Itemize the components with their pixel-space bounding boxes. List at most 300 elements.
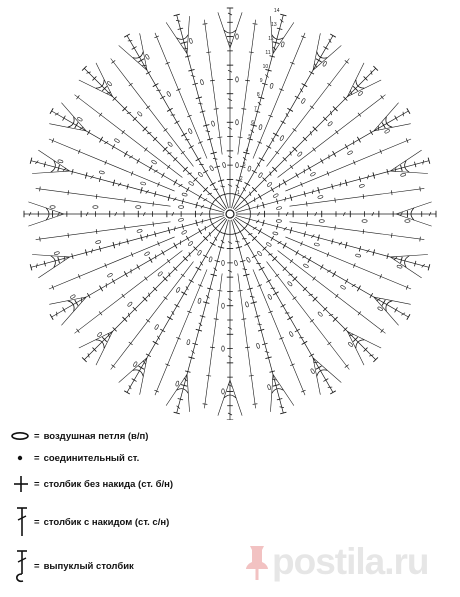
single-crochet-cross	[96, 194, 97, 199]
double-crochet-bar	[259, 267, 265, 270]
secondary-spoke	[49, 237, 175, 289]
fan-stroke	[79, 331, 113, 348]
chain-stitch	[310, 172, 316, 177]
single-crochet-cross	[381, 95, 384, 99]
double-crochet-bar	[198, 194, 201, 200]
single-crochet-cross	[112, 279, 115, 284]
double-crochet-slash	[340, 182, 341, 186]
chain-stitch	[234, 260, 238, 266]
double-crochet-bar	[181, 133, 187, 136]
single-crochet-cross	[129, 83, 133, 86]
double-crochet-slash	[187, 173, 191, 174]
round-number: 14	[273, 8, 280, 15]
double-crochet-bar	[139, 366, 145, 369]
double-crochet-slash	[191, 76, 195, 77]
fan-stroke	[230, 380, 242, 416]
legend-label-post-stitch: выпуклый столбик	[43, 560, 134, 572]
single-crochet-cross	[175, 304, 180, 307]
chain-stitch	[182, 193, 188, 197]
chain-stitch	[397, 265, 403, 269]
chain-stitch	[355, 254, 361, 258]
chain-stitch	[310, 368, 315, 374]
chain-stitch	[245, 302, 249, 308]
chain-stitch	[50, 206, 55, 209]
chain-stitch	[276, 206, 282, 210]
single-crochet-cross	[293, 128, 297, 131]
double-crochet-slash	[243, 269, 247, 270]
chain-stitch	[303, 263, 309, 268]
round-number: 3	[242, 162, 246, 169]
legend-label-slip-stitch: соединительный ст.	[43, 452, 140, 464]
single-crochet-cross	[203, 255, 208, 258]
single-crochet-cross	[87, 130, 90, 135]
chain-stitch	[144, 251, 150, 256]
chain-stitch	[317, 311, 323, 317]
single-crochet-cross	[111, 365, 115, 368]
single-crochet-cross	[211, 201, 214, 206]
chain-stitch	[99, 170, 105, 174]
legend-label-double-crochet: столбик с накидом (ст. с/н)	[43, 516, 170, 528]
single-crochet-cross	[252, 170, 257, 173]
chain-stitch	[137, 229, 143, 233]
double-crochet-slash	[92, 249, 93, 253]
fan-stroke	[28, 214, 64, 226]
round-number: 11	[265, 50, 271, 57]
single-crochet-cross	[391, 190, 392, 195]
chain-stitch	[188, 181, 194, 186]
secondary-spoke	[155, 269, 207, 395]
legend-item-slip-stitch: = соединительный ст.	[10, 446, 139, 470]
single-crochet-cross	[40, 187, 41, 192]
single-crochet-cross	[132, 379, 137, 382]
legend-item-double-crochet: = столбик с накидом (ст. с/н)	[10, 510, 169, 534]
single-crochet-cross	[335, 198, 336, 203]
chain-stitch	[273, 231, 279, 235]
single-crochet-cross	[76, 329, 79, 333]
single-crochet-cross	[281, 121, 286, 124]
chain-stitch	[340, 285, 346, 290]
single-crochet-cross	[363, 194, 364, 199]
chain-stitch	[289, 331, 294, 337]
single-crochet-cross	[218, 137, 223, 138]
double-crochet-bar	[407, 108, 410, 114]
round-number: 13	[271, 22, 277, 29]
fan-stroke	[218, 380, 230, 416]
double-crochet-bar	[273, 292, 279, 295]
single-crochet-cross	[186, 236, 189, 241]
chain-stitch	[362, 220, 367, 223]
double-crochet-bar	[283, 243, 286, 249]
secondary-spoke	[238, 273, 256, 408]
single-crochet-cross	[125, 198, 126, 203]
double-crochet-slash	[36, 264, 37, 268]
double-crochet-bar	[308, 165, 311, 171]
secondary-spoke	[267, 262, 350, 370]
secondary-spoke	[278, 95, 386, 178]
fan-stroke	[32, 171, 70, 173]
single-crochet-cross	[206, 52, 211, 53]
double-crochet-slash	[248, 233, 252, 234]
single-crochet-cross	[249, 375, 254, 376]
double-crochet-slash	[249, 192, 250, 196]
chain-stitch	[209, 257, 213, 263]
single-crochet-cross	[146, 354, 151, 357]
chain-stitch	[175, 381, 179, 387]
chain-stitch	[209, 165, 214, 171]
chain-stitch	[188, 128, 193, 134]
chain-stitch	[136, 206, 141, 209]
single-crochet-cross	[160, 96, 165, 99]
double-crochet-bar	[50, 108, 53, 114]
single-crochet-cross	[320, 159, 323, 164]
single-crochet-cross	[275, 274, 279, 277]
single-crochet-cross	[395, 116, 398, 121]
double-crochet-bar	[153, 83, 159, 86]
secondary-spoke	[204, 20, 222, 155]
double-crochet-slash	[189, 252, 190, 256]
single-crochet-cross	[132, 47, 137, 50]
single-crochet-cross	[189, 280, 194, 283]
legend-item-chain: = воздушная петля (в/п)	[10, 424, 148, 448]
single-crochet-cross	[395, 307, 398, 312]
single-crochet-cross	[345, 365, 349, 368]
double-crochet-bar	[99, 286, 102, 292]
fan-stroke	[38, 257, 69, 278]
single-crochet-cross	[153, 222, 154, 227]
fan-stroke	[347, 331, 364, 365]
chain-stitch	[154, 324, 159, 330]
chain-stitch	[167, 141, 173, 147]
single-crochet-cross	[238, 230, 243, 233]
double-crochet-bar	[330, 34, 336, 37]
secondary-spoke	[289, 188, 424, 206]
round-number: 12	[268, 36, 274, 43]
round-number: 5	[248, 134, 252, 141]
chain-stitch	[301, 98, 306, 104]
single-crochet-cross	[245, 347, 250, 348]
double-crochet-bar	[330, 391, 336, 394]
single-crochet-cross	[162, 250, 165, 255]
double-crochet-icon	[10, 504, 34, 540]
fan-stroke	[166, 374, 187, 405]
secondary-spoke	[253, 269, 305, 395]
chain-stitch	[198, 172, 204, 178]
double-crochet-bar	[316, 366, 322, 369]
chain-stitch	[279, 135, 284, 141]
double-crochet-slash	[147, 234, 148, 238]
single-crochet-cross	[189, 146, 194, 149]
double-crochet-slash	[209, 232, 210, 236]
single-crochet-cross	[246, 201, 249, 206]
fan-stroke	[396, 202, 432, 214]
double-crochet-bar	[258, 194, 261, 200]
chain-stitch	[200, 79, 204, 85]
fan-stroke	[396, 214, 432, 226]
chain-stitch	[257, 251, 263, 257]
single-crochet-cross	[275, 151, 279, 154]
chain-stitch	[384, 129, 390, 134]
double-crochet-slash	[285, 197, 286, 201]
single-crochet-cross	[146, 71, 151, 74]
single-crochet-cross	[144, 277, 147, 281]
chain-stitch	[93, 206, 98, 209]
fan-stroke	[28, 202, 64, 214]
single-crochet-cross	[99, 311, 102, 315]
single-crochet-cross	[144, 148, 147, 152]
single-crochet-cross	[358, 113, 361, 117]
double-crochet-slash	[202, 219, 203, 223]
chain-stitch	[377, 306, 383, 311]
single-crochet-cross	[218, 290, 223, 291]
single-crochet-cross	[241, 319, 246, 320]
fan-stroke	[390, 257, 421, 278]
double-crochet-bar	[174, 243, 177, 249]
round-number: 1	[237, 190, 240, 197]
single-crochet-cross	[293, 297, 297, 300]
chain-stitch	[258, 172, 263, 178]
chain-stitch	[186, 339, 190, 345]
single-crochet-cross	[238, 290, 243, 291]
secondary-spoke	[285, 139, 411, 191]
double-crochet-slash	[208, 193, 212, 194]
double-crochet-bar	[407, 314, 410, 320]
center-ring	[226, 210, 234, 218]
double-crochet-bar	[333, 271, 336, 277]
chain-stitch	[114, 138, 120, 143]
chain-stitch	[314, 243, 320, 247]
single-crochet-cross	[335, 294, 338, 298]
single-crochet-cross	[203, 170, 208, 173]
single-crochet-cross	[162, 173, 165, 178]
single-crochet-cross	[160, 329, 165, 332]
double-crochet-bar	[382, 300, 385, 306]
double-crochet-slash	[257, 324, 261, 325]
double-crochet-slash	[423, 160, 424, 164]
double-crochet-bar	[50, 314, 53, 320]
chain-stitch	[70, 294, 76, 299]
double-crochet-bar	[245, 182, 251, 185]
fan-stroke	[187, 16, 189, 54]
double-crochet-bar	[124, 391, 130, 394]
fan-stroke	[230, 12, 242, 48]
single-crochet-cross	[252, 255, 257, 258]
fan-stroke	[390, 254, 428, 256]
double-crochet-bar	[308, 257, 311, 263]
single-crochet-cross	[122, 294, 125, 298]
single-crochet-cross	[253, 24, 258, 25]
secondary-spoke	[155, 33, 207, 159]
single-crochet-cross	[137, 159, 140, 164]
chain-stitch	[259, 124, 263, 130]
single-crochet-cross	[87, 293, 90, 298]
round-number: 6	[251, 120, 255, 127]
double-crochet-bar	[139, 59, 145, 62]
single-crochet-cross	[370, 293, 373, 298]
double-crochet-bar	[181, 292, 187, 295]
chain-stitch	[247, 166, 251, 172]
chain-stitch	[267, 182, 273, 188]
chain-stitch	[347, 150, 353, 155]
chain-stitch	[133, 361, 138, 367]
double-crochet-bar	[196, 158, 202, 161]
double-crochet-bar	[287, 108, 293, 111]
chain-stitch	[267, 384, 271, 390]
single-crochet-cross	[381, 329, 384, 333]
double-crochet-bar	[174, 180, 177, 186]
double-crochet-bar	[210, 182, 216, 185]
single-crochet-cross	[290, 259, 293, 263]
chain-stitch	[348, 342, 354, 348]
chain-stitch	[127, 301, 133, 307]
chain-stitch	[197, 250, 202, 256]
double-crochet-bar	[382, 123, 385, 129]
single-crochet-cross	[111, 60, 115, 63]
single-crochet-cross	[246, 222, 249, 227]
secondary-spoke	[289, 222, 424, 240]
single-crochet-cross	[290, 165, 293, 169]
double-crochet-bar	[124, 151, 127, 157]
chain-stitch	[287, 281, 293, 287]
legend-label-chain: воздушная петля (в/п)	[43, 430, 149, 442]
single-crochet-cross	[266, 280, 271, 283]
single-crochet-cross	[125, 225, 126, 230]
chain-stitch	[266, 242, 272, 247]
chain-stitch	[188, 241, 194, 247]
post-stitch-icon	[10, 548, 34, 584]
chain-stitch	[181, 230, 187, 235]
single-crochet-cross	[76, 95, 79, 99]
chain-stitch	[236, 34, 239, 39]
double-crochet-slash	[312, 190, 313, 194]
double-crochet-bar	[149, 257, 152, 263]
secondary-spoke	[36, 222, 171, 240]
fan-stroke	[96, 63, 113, 97]
chain-stitch	[236, 120, 239, 125]
chain-stitch	[58, 159, 64, 163]
chain-stitch	[157, 271, 163, 277]
single-crochet-cross	[323, 379, 328, 382]
single-crochet-cross	[271, 187, 274, 192]
chain-stitch	[322, 61, 327, 67]
legend-item-single-crochet: = столбик без накида (ст. б/н)	[10, 472, 173, 496]
chain-stitch	[222, 303, 225, 308]
pin-logo-icon	[244, 542, 270, 582]
legend-label-single-crochet: столбик без накида (ст. б/н)	[43, 478, 173, 490]
chain-stitch	[97, 332, 103, 338]
single-crochet-cross	[295, 329, 300, 332]
single-crochet-cross	[203, 404, 208, 405]
single-crochet-cross	[266, 146, 271, 149]
double-crochet-bar	[245, 242, 251, 245]
double-crochet-bar	[357, 137, 360, 143]
double-crochet-bar	[198, 229, 201, 235]
secondary-spoke	[204, 273, 222, 408]
chain-stitch	[319, 220, 324, 223]
fan-stroke	[390, 150, 421, 171]
single-crochet-cross	[335, 130, 338, 134]
chain-stitch	[222, 260, 225, 265]
single-crochet-cross	[68, 190, 69, 195]
double-crochet-bar	[99, 137, 102, 143]
single-crochet-cross	[241, 109, 246, 110]
chain-stitch	[267, 294, 272, 300]
double-crochet-slash	[265, 352, 269, 353]
single-crochet-cross	[313, 148, 316, 152]
fan-stroke	[390, 171, 428, 173]
secondary-spoke	[49, 139, 175, 191]
single-crochet-cross	[281, 304, 286, 307]
single-crochet-cross	[214, 319, 219, 320]
single-crochet-cross	[214, 109, 219, 110]
chain-stitch	[140, 182, 146, 186]
chain-stitch	[179, 206, 184, 209]
cross-icon	[10, 466, 34, 502]
chain-stitch	[151, 160, 157, 165]
single-crochet-cross	[217, 195, 222, 198]
double-crochet-slash	[176, 20, 180, 21]
single-crochet-cross	[310, 319, 314, 322]
single-crochet-cross	[167, 259, 170, 263]
chain-stitch	[405, 220, 410, 223]
fan-stroke	[32, 254, 70, 256]
chain-stitch	[211, 121, 215, 127]
chain-stitch	[236, 163, 239, 168]
fan-stroke	[38, 150, 69, 171]
double-crochet-bar	[302, 83, 308, 86]
single-crochet-cross	[238, 137, 243, 138]
secondary-spoke	[75, 251, 183, 334]
single-crochet-cross	[313, 277, 316, 281]
double-crochet-bar	[210, 242, 216, 245]
round-number: 10	[262, 64, 269, 71]
double-crochet-bar	[258, 229, 261, 235]
chain-stitch	[189, 38, 193, 44]
double-crochet-slash	[213, 158, 217, 159]
single-crochet-cross	[146, 106, 150, 109]
chain-stitch	[236, 77, 239, 82]
single-crochet-cross	[181, 274, 185, 277]
double-crochet-bar	[167, 108, 173, 111]
single-crochet-cross	[167, 165, 170, 169]
double-crochet-slash	[368, 175, 369, 179]
single-crochet-cross	[63, 116, 66, 121]
single-crochet-cross	[206, 375, 211, 376]
single-crochet-cross	[296, 250, 299, 255]
single-crochet-cross	[345, 279, 348, 284]
chain-stitch	[358, 91, 364, 97]
double-crochet-slash	[250, 296, 254, 297]
secondary-spoke	[111, 59, 194, 167]
double-crochet-bar	[287, 317, 293, 320]
single-crochet-cross	[363, 229, 364, 234]
fan-stroke	[218, 12, 230, 48]
secondary-spoke	[253, 33, 305, 159]
single-crochet-cross	[164, 128, 168, 131]
single-crochet-cross	[245, 80, 250, 81]
single-crochet-cross	[40, 237, 41, 242]
chain-stitch	[166, 91, 171, 97]
chain-stitch	[176, 287, 181, 293]
chain-stitch	[327, 121, 333, 127]
single-crochet-cross	[358, 311, 361, 315]
chain-stitch	[137, 111, 143, 117]
single-crochet-cross	[306, 202, 307, 207]
secondary-spoke	[285, 237, 411, 289]
single-crochet-cross	[327, 342, 331, 345]
single-crochet-cross	[99, 113, 102, 117]
single-crochet-cross	[68, 233, 69, 238]
double-crochet-slash	[280, 407, 284, 408]
